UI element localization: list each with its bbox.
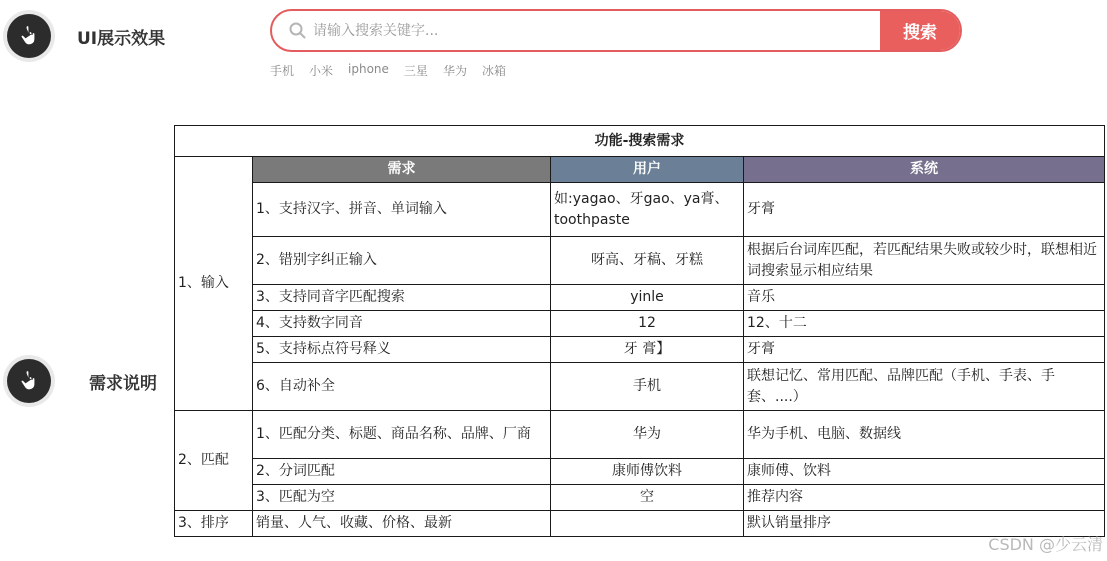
need-cell: 3、匹配为空 xyxy=(253,485,551,511)
hot-word-link[interactable]: 三星 xyxy=(403,64,428,78)
hot-words-list xyxy=(270,62,506,79)
need-cell: 4、支持数字同音 xyxy=(253,311,551,337)
header-system: 系统 xyxy=(744,157,1105,183)
hot-word-link[interactable]: 冰箱 xyxy=(481,64,506,78)
user-cell: 康师傅饮料 xyxy=(551,459,744,485)
table-row xyxy=(175,183,1105,237)
section-title-ui-demo: UI展示效果 xyxy=(77,28,166,49)
category-cell: 3、排序 xyxy=(175,511,253,537)
table-row xyxy=(175,285,1105,311)
system-cell: 华为手机、电脑、数据线 xyxy=(744,411,1105,459)
pointer-hand-icon xyxy=(7,359,51,403)
hot-word-link[interactable]: iphone xyxy=(348,62,389,76)
system-cell: 默认销量排序 xyxy=(744,511,1105,537)
user-cell: 牙 膏】 xyxy=(551,337,744,363)
user-cell: 12 xyxy=(551,311,744,337)
user-cell: yinle xyxy=(551,285,744,311)
need-cell: 1、匹配分类、标题、商品名称、品牌、厂商 xyxy=(253,411,551,459)
pointer-hand-icon xyxy=(7,14,51,58)
need-cell: 销量、人气、收藏、价格、最新 xyxy=(253,511,551,537)
user-cell: 手机 xyxy=(551,363,744,411)
requirements-table xyxy=(174,125,1105,537)
table-title: 功能-搜索需求 xyxy=(175,126,1105,157)
table-row xyxy=(175,485,1105,511)
system-cell: 根据后台词库匹配，若匹配结果失败或较少时，联想相近词搜索显示相应结果 xyxy=(744,237,1105,285)
table-title-row xyxy=(175,126,1105,157)
system-cell: 联想记忆、常用匹配、品牌匹配（手机、手表、手套、....） xyxy=(744,363,1105,411)
system-cell: 12、十二 xyxy=(744,311,1105,337)
need-cell: 3、支持同音字匹配搜索 xyxy=(253,285,551,311)
category-cell: 2、匹配 xyxy=(175,411,253,511)
hot-word-link[interactable]: 小米 xyxy=(309,64,334,78)
search-icon xyxy=(289,22,307,40)
hot-word-link[interactable]: 华为 xyxy=(442,64,467,78)
header-need: 需求 xyxy=(253,157,551,183)
need-cell: 5、支持标点符号释义 xyxy=(253,337,551,363)
need-cell: 1、支持汉字、拼音、单词输入 xyxy=(253,183,551,237)
user-cell xyxy=(551,511,744,537)
table-row xyxy=(175,411,1105,459)
user-cell: 空 xyxy=(551,485,744,511)
system-cell: 推荐内容 xyxy=(744,485,1105,511)
need-cell: 6、自动补全 xyxy=(253,363,551,411)
section-title-requirements: 需求说明 xyxy=(89,373,157,394)
header-user: 用户 xyxy=(551,157,744,183)
section-label-requirements xyxy=(7,359,157,403)
user-cell: 如:yagao、牙gao、ya膏、toothpaste xyxy=(551,183,744,237)
table-row xyxy=(175,511,1105,537)
search-button[interactable]: 搜索 xyxy=(880,11,960,50)
search-bar xyxy=(270,9,962,52)
table-header-row xyxy=(175,157,1105,183)
watermark: CSDN @少云清 xyxy=(988,535,1103,554)
need-cell: 2、分词匹配 xyxy=(253,459,551,485)
table-row xyxy=(175,237,1105,285)
table-row xyxy=(175,363,1105,411)
user-cell: 华为 xyxy=(551,411,744,459)
system-cell: 音乐 xyxy=(744,285,1105,311)
table-row xyxy=(175,337,1105,363)
system-cell: 牙膏 xyxy=(744,337,1105,363)
table-row xyxy=(175,459,1105,485)
search-input[interactable] xyxy=(307,22,880,40)
user-cell: 呀高、牙稿、牙糕 xyxy=(551,237,744,285)
hot-word-link[interactable]: 手机 xyxy=(270,64,295,78)
system-cell: 牙膏 xyxy=(744,183,1105,237)
table-row xyxy=(175,311,1105,337)
section-label-ui-demo xyxy=(7,14,165,58)
category-cell: 1、输入 xyxy=(175,157,253,411)
need-cell: 2、错别字纠正输入 xyxy=(253,237,551,285)
system-cell: 康师傅、饮料 xyxy=(744,459,1105,485)
